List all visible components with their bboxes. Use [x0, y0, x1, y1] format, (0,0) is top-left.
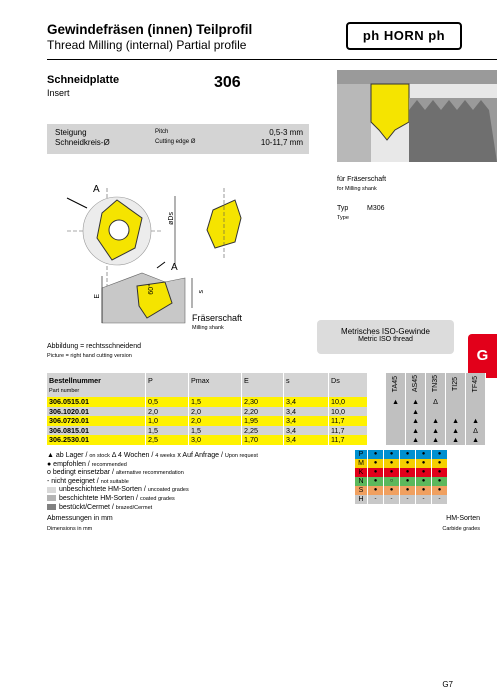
e-cell: 2,20: [242, 407, 284, 417]
section-arrow-2: [157, 262, 165, 268]
type-value: M306: [367, 205, 385, 212]
table-row: [47, 426, 486, 436]
part-number-cell: 306.2530.01: [47, 435, 146, 445]
legend-stock: ▲ ab Lager / on stock Δ 4 Wochen / 4 weeks x Auf Anfrage / Upon request: [47, 452, 258, 459]
header-grade-tf45: TF45: [466, 373, 486, 397]
type-label-de: Typ: [337, 205, 349, 212]
page-subtitle: Thread Milling (internal) Partial profile: [47, 38, 247, 52]
section-label-a-2: A: [171, 262, 178, 273]
material-suitability-cell: ●: [431, 450, 447, 459]
section-label-a-1: A: [93, 184, 100, 195]
material-suitability-cell: ●: [367, 486, 383, 495]
grade-availability-cell: [466, 407, 486, 417]
material-suitability-cell: ○: [383, 477, 399, 486]
material-suitability-cell: ●: [383, 459, 399, 468]
material-label: N: [355, 477, 367, 486]
material-suitability-cell: -: [431, 495, 447, 504]
type-label-en: Type: [337, 215, 349, 221]
material-row: [355, 495, 447, 504]
grade-availability-cell: ▲: [466, 416, 486, 426]
page-section-tab: G: [468, 334, 497, 378]
grade-availability-cell: Δ: [466, 426, 486, 436]
material-suitability-cell: ●: [383, 468, 399, 477]
material-suitability-cell: -: [383, 495, 399, 504]
header-grade-as45: AS45: [406, 373, 426, 397]
e-cell: 1,70: [242, 435, 284, 445]
grade-availability-cell: ▲: [466, 435, 486, 445]
s-label: s: [198, 290, 205, 294]
grade-availability-cell: ▲: [386, 397, 406, 407]
part-number-cell: 306.0515.01: [47, 397, 146, 407]
insert-number: 306: [214, 74, 241, 91]
section-arrow-1: [67, 198, 87, 208]
section-subtitle: Insert: [47, 88, 70, 98]
legend-not-suitable: - nicht geeignet / not suitable: [47, 477, 129, 485]
grade-availability-cell: ▲: [406, 407, 426, 417]
pmax-cell: 3,0: [189, 435, 242, 445]
material-suitability-cell: ●: [431, 477, 447, 486]
table-row: [47, 407, 486, 417]
header-s: s: [284, 373, 329, 397]
iso-thread-de: Metrisches ISO-Gewinde: [341, 327, 430, 336]
material-label: P: [355, 450, 367, 459]
p-cell: 2,5: [146, 435, 189, 445]
thread-milling-illustration: [337, 70, 497, 162]
header-part-en: Part number: [49, 388, 80, 394]
hm-sorten-de: HM-Sorten: [446, 515, 480, 522]
part-number-cell: 306.1020.01: [47, 407, 146, 417]
material-suitability-cell: ●: [399, 459, 415, 468]
material-grid: [355, 450, 447, 504]
e-cell: 1,95: [242, 416, 284, 426]
grade-availability-cell: [446, 407, 466, 417]
spacer-cell: [368, 407, 386, 417]
page-title: Gewindefräsen (innen) Teilprofil: [47, 22, 253, 37]
grade-availability-cell: ▲: [406, 397, 426, 407]
material-suitability-cell: ●: [415, 477, 431, 486]
ds-cell: 11,7: [329, 426, 368, 436]
material-row: [355, 486, 447, 495]
material-suitability-cell: ●: [367, 450, 383, 459]
legend-cermet: bestückt/Cermet / brazed/Cermet: [47, 504, 258, 513]
iso-thread-box: [317, 320, 454, 354]
horn-logo: ph HORN ph: [346, 22, 462, 50]
material-suitability-cell: ●: [367, 477, 383, 486]
material-suitability-cell: -: [399, 495, 415, 504]
pmax-cell: 2,0: [189, 416, 242, 426]
material-suitability-cell: ●: [399, 477, 415, 486]
grade-availability-cell: ▲: [406, 426, 426, 436]
pmax-cell: 1,5: [189, 426, 242, 436]
material-label: H: [355, 495, 367, 504]
part-number-cell: 306.0815.01: [47, 426, 146, 436]
angle-label: 60°: [148, 284, 155, 295]
table-row: [47, 435, 486, 445]
spacer-cell: [368, 435, 386, 445]
availability-legend: [47, 452, 258, 512]
table-row: [47, 397, 486, 407]
material-row: [355, 459, 447, 468]
grade-availability-cell: ▲: [446, 416, 466, 426]
material-label: K: [355, 468, 367, 477]
shank-top: [337, 70, 497, 84]
p-cell: 1,0: [146, 416, 189, 426]
material-label: M: [355, 459, 367, 468]
pmax-cell: 2,0: [189, 407, 242, 417]
legend-uncoated: unbeschichtete HM-Sorten / uncoated grades: [47, 486, 258, 495]
ds-cell: 11,7: [329, 416, 368, 426]
header-spacer: [368, 373, 386, 397]
thread-profile: [409, 100, 497, 162]
material-suitability-cell: ●: [399, 450, 415, 459]
material-suitability-cell: ●: [399, 486, 415, 495]
header-divider: [47, 59, 497, 60]
insert-hole: [109, 220, 129, 240]
header-grade-tn35: TN35: [426, 373, 446, 397]
ds-cell: 11,7: [329, 435, 368, 445]
material-row: [355, 477, 447, 486]
material-suitability-cell: ●: [415, 468, 431, 477]
spacer-cell: [368, 416, 386, 426]
iso-thread-en: Metric ISO thread: [358, 336, 413, 343]
dimensions-note-en: Dimensions in mm: [47, 526, 93, 532]
material-label: S: [355, 486, 367, 495]
p-cell: 2,0: [146, 407, 189, 417]
s-cell: 3,4: [284, 416, 329, 426]
e-cell: 2,25: [242, 426, 284, 436]
spec-edge-value: 10-11,7 mm: [260, 138, 303, 147]
milling-shank-label-en: Milling shank: [192, 325, 224, 331]
page-number: G7: [442, 680, 453, 689]
material-suitability-cell: ●: [431, 459, 447, 468]
milling-shank-label-de: Fräserschaft: [192, 313, 243, 323]
ds-cell: 10,0: [329, 397, 368, 407]
material-suitability-cell: ●: [383, 486, 399, 495]
specs-box: [47, 124, 309, 154]
legend-coated: beschichtete HM-Sorten / coated grades: [47, 495, 258, 504]
part-number-cell: 306.0720.01: [47, 416, 146, 426]
material-suitability-cell: ●: [367, 468, 383, 477]
ds-cell: 10,0: [329, 407, 368, 417]
legend-recommended: ● empfohlen / recommended: [47, 460, 127, 468]
grade-availability-cell: [386, 426, 406, 436]
grade-availability-cell: ▲: [446, 435, 466, 445]
header-ds: Ds: [329, 373, 368, 397]
dimensions-note-de: Abmessungen in mm: [47, 515, 113, 522]
header-pmax: Pmax: [189, 373, 242, 397]
material-suitability-cell: ●: [415, 450, 431, 459]
grade-availability-cell: [386, 435, 406, 445]
material-suitability-cell: -: [367, 495, 383, 504]
technical-drawing: [47, 178, 277, 338]
spacer-cell: [368, 426, 386, 436]
shank-body: [337, 84, 371, 162]
grade-availability-cell: ▲: [426, 426, 446, 436]
p-cell: 0,5: [146, 397, 189, 407]
picture-note-de: Abbildung = rechtsschneidend: [47, 343, 141, 350]
material-suitability-cell: ●: [431, 468, 447, 477]
spec-pitch-value: 0,5-3 mm: [269, 128, 303, 137]
spacer-cell: [368, 397, 386, 407]
grade-availability-cell: ▲: [426, 435, 446, 445]
material-suitability-cell: ●: [431, 486, 447, 495]
e-cell: 2,30: [242, 397, 284, 407]
ds-label: øDs: [168, 212, 175, 225]
pmax-cell: 1,5: [189, 397, 242, 407]
material-suitability-cell: ●: [383, 450, 399, 459]
grade-availability-cell: Δ: [426, 397, 446, 407]
s-cell: 3,4: [284, 426, 329, 436]
s-cell: 3,4: [284, 407, 329, 417]
shank-label-de: für Fräserschaft: [337, 176, 387, 183]
material-suitability-cell: ●: [415, 459, 431, 468]
header-part-number: [47, 373, 146, 397]
header-grade-ti25: TI25: [446, 373, 466, 397]
legend-alternative: o bedingt einsetzbar / alternative recommendation: [47, 469, 184, 477]
parts-table: [47, 373, 486, 445]
table-header-row: [47, 373, 486, 397]
spec-edge-en: Cutting edge Ø: [155, 139, 196, 145]
material-suitability-cell: ●: [415, 486, 431, 495]
picture-note-en: Picture = right hand cutting version: [47, 353, 132, 359]
p-cell: 1,5: [146, 426, 189, 436]
spec-pitch-en: Pitch: [155, 129, 169, 135]
header-e: E: [242, 373, 284, 397]
grade-availability-cell: ▲: [406, 435, 426, 445]
spec-edge-de: Schneidkreis-Ø: [55, 138, 110, 147]
header-p: P: [146, 373, 189, 397]
e-label: E: [94, 294, 101, 299]
section-title: Schneidplatte: [47, 74, 120, 86]
s-cell: 3,4: [284, 397, 329, 407]
grade-availability-cell: [386, 416, 406, 426]
material-suitability-cell: ●: [399, 468, 415, 477]
table-row: [47, 416, 486, 426]
shank-label-en: for Milling shank: [337, 186, 377, 192]
hm-sorten-en: Carbide grades: [442, 526, 480, 532]
header-part-de: Bestellnummer: [49, 376, 101, 385]
grade-availability-cell: [466, 397, 486, 407]
material-row: [355, 468, 447, 477]
grade-availability-cell: [446, 397, 466, 407]
s-cell: 3,4: [284, 435, 329, 445]
grade-availability-cell: [426, 407, 446, 417]
grade-availability-cell: ▲: [446, 426, 466, 436]
grade-availability-cell: ▲: [406, 416, 426, 426]
grade-availability-cell: ▲: [426, 416, 446, 426]
material-suitability-cell: -: [415, 495, 431, 504]
header-grade-ta45: TA45: [386, 373, 406, 397]
grade-availability-cell: [386, 407, 406, 417]
material-row: [355, 450, 447, 459]
spec-pitch-de: Steigung: [55, 128, 87, 137]
material-suitability-cell: ●: [367, 459, 383, 468]
